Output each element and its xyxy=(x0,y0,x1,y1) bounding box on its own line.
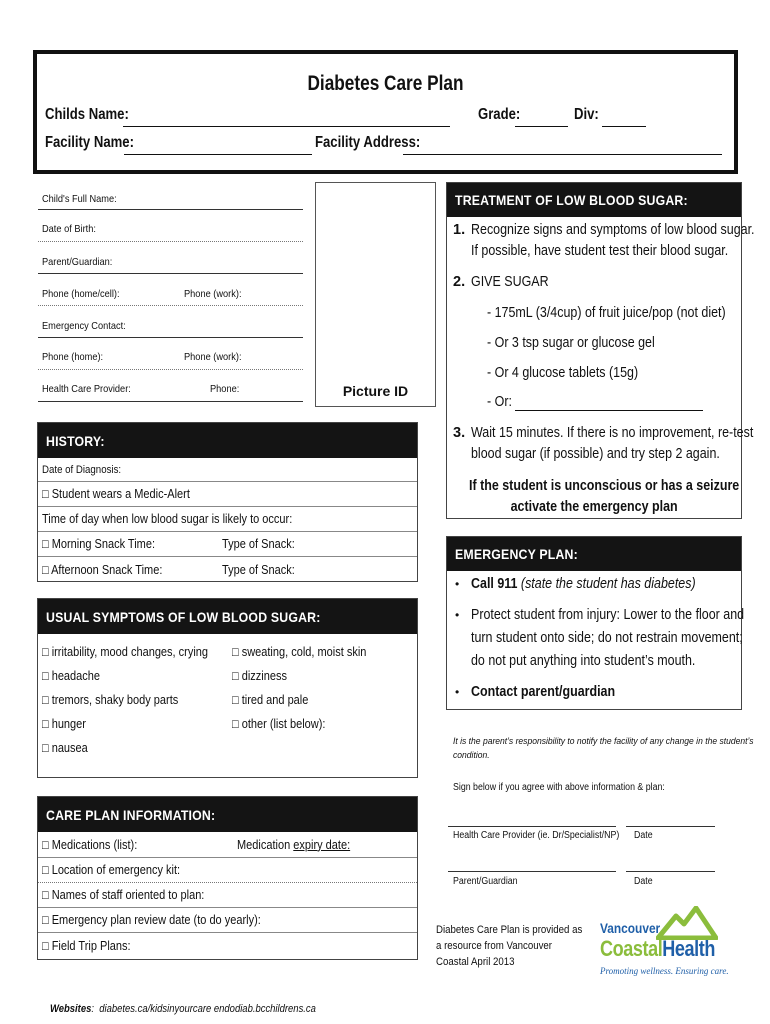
dob-line[interactable] xyxy=(38,241,303,242)
health-provider-label: Health Care Provider: xyxy=(42,383,131,395)
provider-date-line[interactable] xyxy=(626,826,715,827)
grade-label: Grade: xyxy=(478,106,521,123)
afternoon-snack-row[interactable]: □ Afternoon Snack Time: Type of Snack: xyxy=(42,562,295,577)
symptoms-right-list xyxy=(232,640,412,736)
phone-home-line[interactable] xyxy=(38,369,303,370)
resource-note: Diabetes Care Plan is provided as a resource from Vancouver Coastal April 2013 xyxy=(436,924,583,968)
symptom-item[interactable]: □ nausea xyxy=(42,741,88,755)
contact-parent: Contact parent/guardian xyxy=(471,684,616,700)
step-3-text-2: blood sugar (if possible) and try step 2 again. xyxy=(471,446,720,462)
protect-line-2: turn student onto side; do not restrain movement; xyxy=(471,630,743,646)
page-title: Diabetes Care Plan xyxy=(307,72,464,95)
div-line[interactable] xyxy=(602,126,646,127)
childs-full-name-line[interactable] xyxy=(38,209,303,210)
date-of-diagnosis-row[interactable]: Date of Diagnosis: xyxy=(38,458,417,482)
symptoms-section xyxy=(37,598,418,778)
provider-signature-line[interactable] xyxy=(448,826,616,827)
sign-below: Sign below if you agree with above information & plan: xyxy=(453,782,665,793)
health-provider-line[interactable] xyxy=(38,401,303,402)
provider-date-label: Date xyxy=(634,830,653,841)
step-1-text: Recognize signs and symptoms of low blood sugar. xyxy=(471,222,755,238)
morning-snack-row[interactable]: □ Morning Snack Time: Type of Snack: xyxy=(38,532,417,557)
sugar-other-line[interactable] xyxy=(515,410,703,411)
step-3-text: Wait 15 minutes. If there is no improvement, re-test xyxy=(471,425,754,441)
treatment-heading: TREATMENT OF LOW BLOOD SUGAR: xyxy=(447,183,741,217)
dob-label: Date of Birth: xyxy=(42,223,96,235)
parent-date-label: Date xyxy=(634,876,653,887)
type-of-snack-label-2: Type of Snack: xyxy=(222,562,295,577)
notice-line-2: condition. xyxy=(453,750,490,761)
phone-home-cell-line[interactable] xyxy=(38,305,303,306)
logo-vancouver: Vancouver xyxy=(600,920,661,936)
parent-label: Parent/Guardian: xyxy=(42,256,113,268)
care-plan-section xyxy=(37,796,418,960)
symptom-item[interactable]: □ dizziness xyxy=(232,669,287,683)
websites-line: Websites: diabetes.ca/kidsinyourcare endodiab.bcchildrens.ca xyxy=(50,1003,316,1015)
step-1-number: 1. xyxy=(453,222,466,238)
header-box xyxy=(33,50,738,174)
childs-name-line[interactable] xyxy=(123,126,450,127)
facility-name-line[interactable] xyxy=(124,154,312,155)
picture-id-box[interactable] xyxy=(315,182,436,407)
notice-line-1: It is the parent’s responsibility to notify the facility of any change in the student’s xyxy=(453,736,754,747)
childs-full-name-label: Child's Full Name: xyxy=(42,193,117,205)
symptom-item[interactable]: □ irritability, mood changes, crying xyxy=(42,645,209,659)
symptom-item[interactable]: □ sweating, cold, moist skin xyxy=(232,645,367,659)
parent-line[interactable] xyxy=(38,273,303,274)
type-of-snack-label-1: Type of Snack: xyxy=(222,537,295,551)
phone-home-cell-label: Phone (home/cell): xyxy=(42,288,120,300)
emergency-section xyxy=(446,536,745,710)
sugar-option-4: - Or: xyxy=(487,394,512,410)
phone-work-label-2: Phone (work): xyxy=(184,351,242,363)
unconscious-warning: If the student is unconscious or has a seizure activate the emergency plan xyxy=(468,478,740,515)
medication-expiry-label: Medication expiry date: xyxy=(237,837,351,852)
location-row[interactable]: □ Location of emergency kit: xyxy=(38,858,417,883)
sugar-option-1: - 175mL (3/4cup) of fruit juice/pop (not diet) xyxy=(487,305,726,321)
step-2-text: GIVE SUGAR xyxy=(471,274,549,290)
childs-name-label: Childs Name: xyxy=(45,106,129,123)
protect-line-3: do not put anything into student’s mouth. xyxy=(471,653,696,669)
emergency-contact-label: Emergency Contact: xyxy=(42,320,126,332)
symptom-item[interactable]: □ other (list below): xyxy=(232,717,326,731)
symptom-item[interactable]: □ tired and pale xyxy=(232,693,309,707)
emergency-heading: EMERGENCY PLAN: xyxy=(447,537,741,571)
medications-row[interactable]: □ Medications (list): Medication expiry date: xyxy=(38,832,417,858)
bullet-icon: • xyxy=(455,608,460,622)
symptoms-heading: USUAL SYMPTOMS OF LOW BLOOD SUGAR: xyxy=(38,599,417,634)
bullet-icon: • xyxy=(455,577,460,591)
sugar-option-3: - Or 4 glucose tablets (15g) xyxy=(487,365,639,381)
sugar-option-2: - Or 3 tsp sugar or glucose gel xyxy=(487,335,655,351)
step-2-number: 2. xyxy=(453,274,466,290)
emergency-contact-line[interactable] xyxy=(38,337,303,338)
step-1-text-2: If possible, have student test their blood sugar. xyxy=(471,243,729,259)
provider-signature-label: Health Care Provider (ie. Dr/Specialist/NP) xyxy=(453,830,620,841)
field-trip-row[interactable]: □ Field Trip Plans: xyxy=(42,938,131,953)
grade-line[interactable] xyxy=(515,126,568,127)
history-section xyxy=(37,422,418,582)
bullet-icon: • xyxy=(455,685,460,699)
staff-row[interactable]: □ Names of staff oriented to plan: xyxy=(38,883,417,908)
treatment-section xyxy=(446,182,755,519)
logo-tagline: Promoting wellness. Ensuring care. xyxy=(600,966,729,976)
facility-name-label: Facility Name: xyxy=(45,134,134,151)
websites-urls[interactable]: diabetes.ca/kidsinyourcare endodiab.bcchildrens.ca xyxy=(99,1003,316,1015)
medic-alert-row[interactable]: □ Student wears a Medic-Alert xyxy=(38,482,417,507)
call-911: Call 911 (state the student has diabetes) xyxy=(471,576,696,592)
vch-logo xyxy=(598,906,729,984)
provider-phone-label: Phone: xyxy=(210,383,240,395)
facility-address-label: Facility Address: xyxy=(315,134,421,151)
phone-home-label: Phone (home): xyxy=(42,351,104,363)
div-label: Div: xyxy=(574,106,599,123)
picture-id-label: Picture ID xyxy=(342,383,409,399)
protect-line-1: Protect student from injury: Lower to the floor and xyxy=(471,607,745,623)
phone-work-label-1: Phone (work): xyxy=(184,288,242,300)
care-plan-heading: CARE PLAN INFORMATION: xyxy=(38,797,417,832)
parent-signature-line[interactable] xyxy=(448,871,616,872)
time-of-day-row: Time of day when low blood sugar is likely to occur: xyxy=(38,507,417,532)
symptoms-left-list xyxy=(42,640,232,760)
history-heading: HISTORY: xyxy=(38,423,417,458)
facility-address-line[interactable] xyxy=(403,154,722,155)
parent-signature-label: Parent/Guardian xyxy=(453,876,518,887)
symptom-item[interactable]: □ tremors, shaky body parts xyxy=(42,693,179,707)
step-3-number: 3. xyxy=(453,425,466,441)
review-row[interactable]: □ Emergency plan review date (to do yearly): xyxy=(38,908,417,933)
symptom-item[interactable]: □ headache xyxy=(42,669,101,683)
parent-date-line[interactable] xyxy=(626,871,715,872)
symptom-item[interactable]: □ hunger xyxy=(42,717,86,731)
logo-coastal-health: CoastalHealth xyxy=(600,936,715,961)
